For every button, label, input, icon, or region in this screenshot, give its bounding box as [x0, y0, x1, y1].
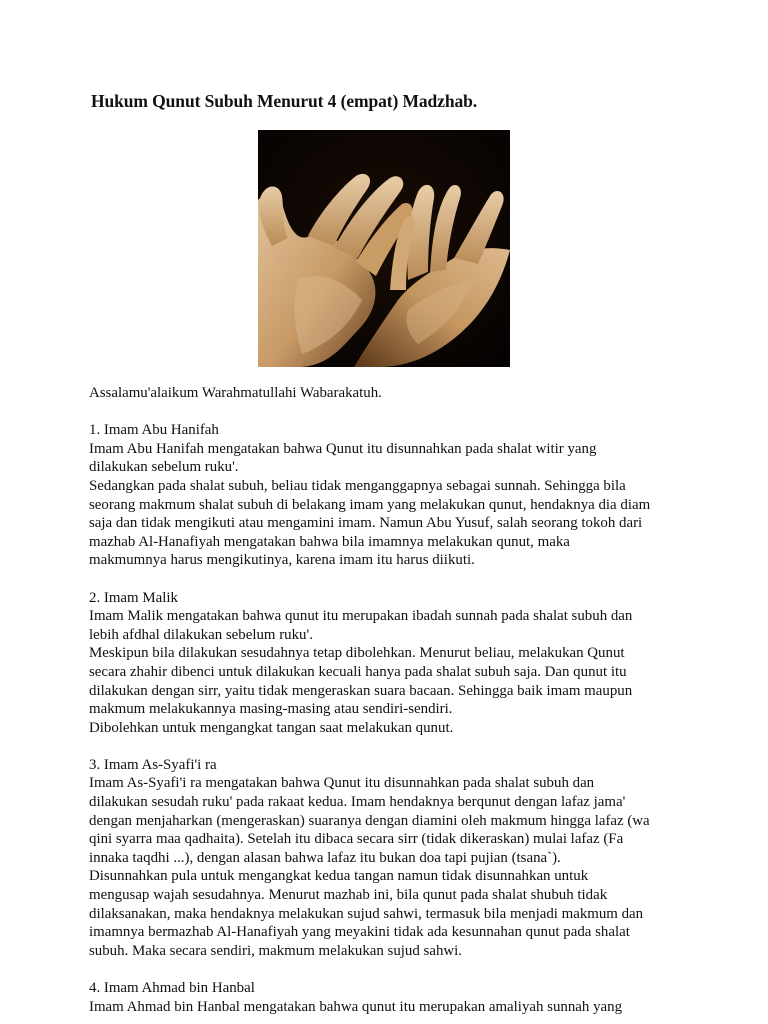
section-line: dilaksanakan, maka hendaknya melakukan sujud sahwi, termasuk bila menjadi makmum dan	[89, 905, 644, 922]
section-line: lebih afdhal dilakukan sebelum ruku'.	[89, 626, 313, 643]
section-line: secara zhahir dibenci untuk dilakukan kecuali hanya pada shalat subuh saja. Dan qunut itu	[89, 663, 627, 680]
section-line: Sedangkan pada shalat subuh, beliau tidak menganggapnya sebagai sunnah. Sehingga bila	[89, 477, 626, 494]
document-title: Hukum Qunut Subuh Menurut 4 (empat) Madzhab.	[91, 91, 478, 111]
section-heading-syafii: 3. Imam As-Syafi'i ra	[89, 756, 217, 773]
section-line: Imam Ahmad bin Hanbal mengatakan bahwa qunut itu merupakan amaliyah sunnah yang	[89, 998, 623, 1015]
section-line: Imam Abu Hanifah mengatakan bahwa Qunut itu disunnahkan pada shalat witir yang	[89, 440, 597, 457]
paragraph-spacer	[89, 737, 689, 756]
section-line: makmum melakukannya masing-masing atau sendiri-sendiri.	[89, 701, 453, 718]
section-line: mazhab Al-Hanafiyah mengatakan bahwa bila imamnya melakukan qunut, maka	[89, 533, 570, 550]
greeting: Assalamu'alaikum Warahmatullahi Wabarakatuh.	[89, 385, 382, 401]
section-line: Imam As-Syafi'i ra mengatakan bahwa Qunut itu disunnahkan pada shalat subuh dan	[89, 775, 595, 792]
section-line: makmumnya harus mengikutinya, karena imam itu harus diikuti.	[89, 552, 475, 569]
section-line: imamnya bermazhab Al-Hanafiyah yang meyakini tidak ada kesunnahan qunut pada shalat	[89, 924, 630, 941]
section-line: dilakukan sesudah ruku' pada rakaat kedua. Imam hendaknya berqunut dengan lafaz jama'	[89, 794, 626, 811]
paragraph-spacer	[89, 403, 689, 422]
praying-hands-photo-icon	[258, 130, 510, 367]
section-line: Disunnahkan pula untuk mengangkat kedua tangan namun tidak disunnahkan untuk	[89, 868, 589, 885]
section-line: dengan menjaharkan (mengeraskan) suaranya dengan diamini oleh makmum hingga lafaz (wa	[89, 812, 650, 829]
section-line: Imam Malik mengatakan bahwa qunut itu merupakan ibadah sunnah pada shalat subuh dan	[89, 608, 633, 625]
section-heading-abu-hanifah: 1. Imam Abu Hanifah	[89, 422, 219, 439]
paragraph-spacer	[89, 570, 689, 589]
paragraph-spacer	[89, 960, 689, 979]
section-heading-malik: 2. Imam Malik	[89, 589, 178, 606]
section-heading-ahmad-bin-hanbal: 4. Imam Ahmad bin Hanbal	[89, 980, 255, 996]
section-line: dilakukan sebelum ruku'.	[89, 459, 239, 476]
section-line: Dibolehkan untuk mengangkat tangan saat melakukan qunut.	[89, 719, 454, 736]
section-line: saja dan tidak mengikuti atau mengamini imam. Namun Abu Yusuf, salah seorang tokoh dari	[89, 515, 643, 532]
section-line: seorang makmum shalat subuh di belakang imam yang melakukan qunut, hendaknya dia diam	[89, 496, 651, 513]
section-line: qini syarra maa qadhaita). Setelah itu dibaca secara sirr (tidak dikeraskan) mulai lafaz (Fa	[89, 831, 624, 848]
section-line: Meskipun bila dilakukan sesudahnya tetap dibolehkan. Menurut beliau, melakukan Qunut	[89, 645, 625, 662]
praying-hands-image	[258, 130, 510, 367]
section-line: dilakukan dengan sirr, yaitu tidak mengeraskan suara bacaan. Sehingga baik imam maupun	[89, 682, 633, 699]
section-line: subuh. Maka secara sendiri, makmum melakukan sujud sahwi.	[89, 942, 463, 959]
section-line: innaka taqdhi ...), dengan alasan bahwa lafaz itu bukan doa tapi pujian (tsana`).	[89, 849, 561, 866]
document-body	[89, 384, 689, 1016]
section-line: mengusap wajah sesudahnya. Menurut mazhab ini, bila qunut pada shalat shubuh tidak	[89, 887, 608, 904]
